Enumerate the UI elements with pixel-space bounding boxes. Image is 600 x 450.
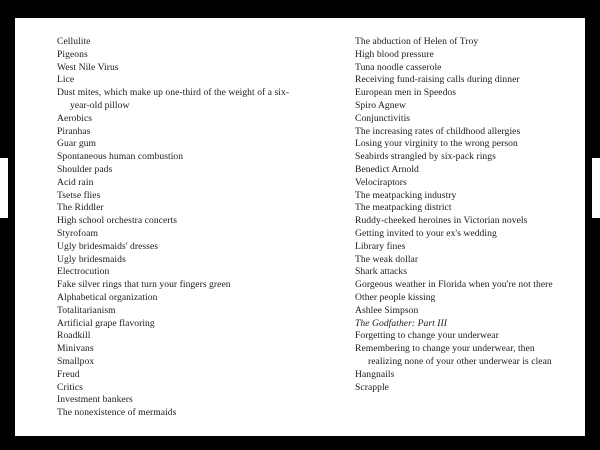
list-item: The meatpacking industry [355,189,457,201]
list-item: High school orchestra concerts [57,215,178,227]
list-item: Spiro Agnew [355,99,406,111]
list-item: Cellulite [57,36,91,47]
list-item: Library fines [355,240,406,252]
list-item: Remembering to change your underwear, then realizing none of your other underwear is clean [355,343,552,367]
list-item: Dust mites, which make up one-third of the weight of a six-year-old pillow [57,87,290,111]
list-item: Totalitarianism [57,304,116,316]
list-item: Spontaneous human combustion [57,151,184,163]
list-item: Scrapple [355,381,389,393]
list-item: Shark attacks [355,266,408,278]
list-item: Smallpox [57,355,95,367]
left-edge-tab [0,158,8,218]
list-item: Shoulder pads [57,163,113,175]
list-item: Conjunctivitis [355,112,411,124]
list-item: Roadkill [57,330,91,342]
list-item: Ugly bridesmaids' dresses [57,240,159,252]
list-item: Getting invited to your ex's wedding [355,227,497,239]
right-edge-tab [592,158,600,218]
list-item: Tuna noodle casserole [355,61,442,73]
list-item: Freud [57,368,80,380]
list-item: Guar gum [57,138,97,150]
list-item: Pigeons [57,48,88,60]
list-item: Gorgeous weather in Florida when you're not there [355,279,553,291]
list-item: Ruddy-cheeked heroines in Victorian novels [355,215,528,227]
left-column-list [57,36,307,420]
list-item: The nonexistence of mermaids [57,407,177,419]
list-item: The abduction of Helen of Troy [355,36,479,47]
list-item: Velociraptors [355,176,407,188]
list-item: Fake silver rings that turn your fingers green [57,279,231,291]
list-item: Benedict Arnold [355,163,419,175]
right-column-list [355,36,565,394]
list-item: The Godfather: Part III [355,317,448,329]
list-item: Acid rain [57,176,94,188]
list-item: Hangnails [355,368,395,380]
list-item: Investment bankers [57,394,133,406]
list-item: Ugly bridesmaids [57,253,126,265]
list-item: Artificial grape flavoring [57,317,155,329]
list-item: Styrofoam [57,227,98,239]
list-item: High blood pressure [355,48,434,60]
list-item: The weak dollar [355,253,419,265]
list-item: Tsetse flies [57,189,101,201]
list-item: Seabirds strangled by six-pack rings [355,151,496,163]
book-page [15,18,585,436]
list-item: West Nile Virus [57,61,119,73]
list-item: Alphabetical organization [57,291,158,303]
list-item: Critics [57,381,83,393]
list-item: Losing your virginity to the wrong person [355,138,518,150]
list-item: Ashlee Simpson [355,304,419,316]
list-item: The Riddler [57,202,104,214]
list-item: Electrocution [57,266,110,278]
list-item: The meatpacking district [355,202,452,214]
list-item: The increasing rates of childhood allergies [355,125,521,137]
list-item: Other people kissing [355,291,436,303]
list-item: Minivans [57,343,94,355]
list-item: Piranhas [57,125,91,137]
list-item: Receiving fund-raising calls during dinner [355,74,520,86]
list-item: Lice [57,74,75,86]
list-item: Forgetting to change your underwear [355,330,499,342]
list-item: Aerobics [57,112,93,124]
list-item: European men in Speedos [355,87,457,99]
